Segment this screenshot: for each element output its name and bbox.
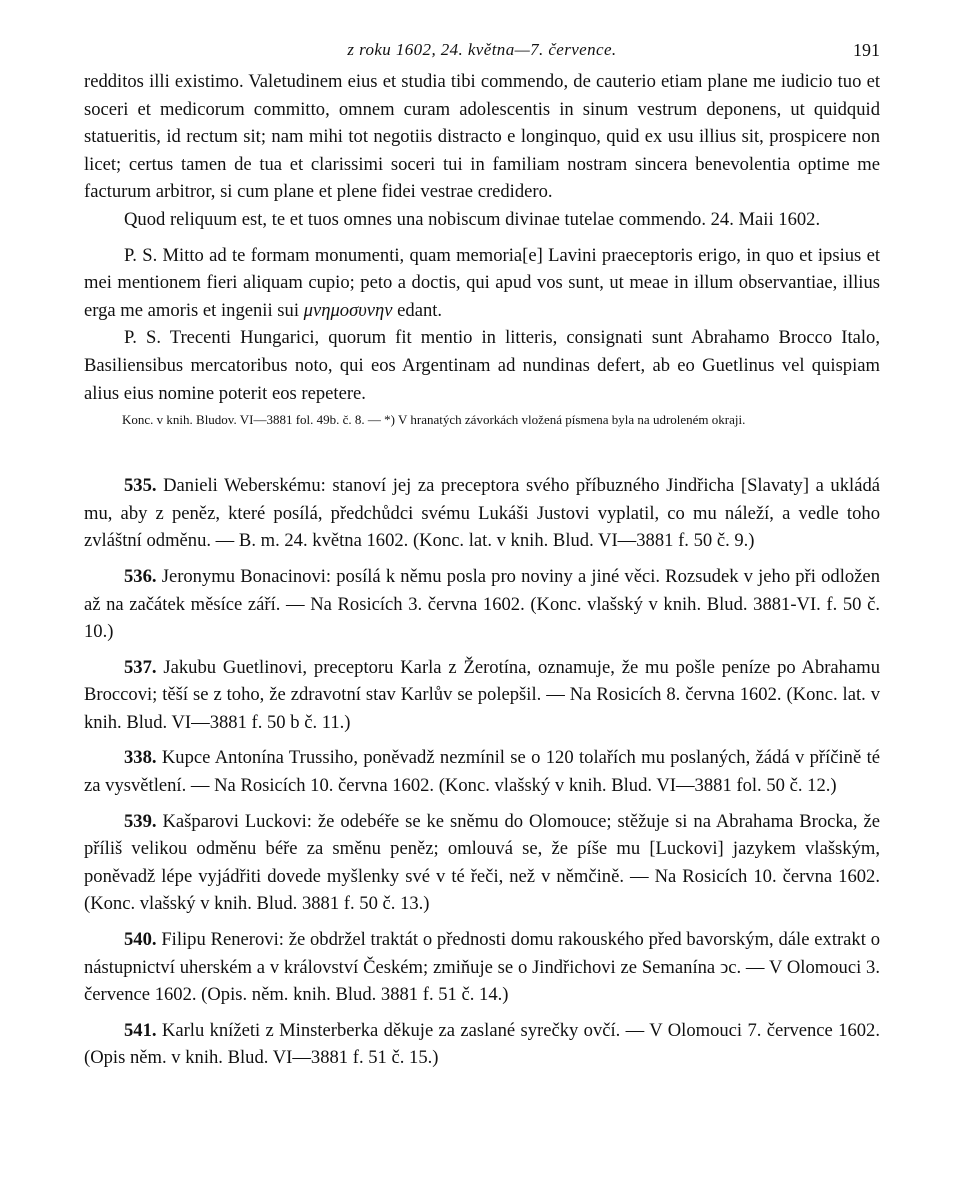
running-title: z roku 1602, 24. května—7. července. [347,40,617,59]
entry-number: 338. [124,747,157,769]
greek-word: μνημοσυνην [303,299,393,321]
entry-text: Karlu knížeti z Minsterberka děkuje za zaslané syrečky ovčí. — V Olomouci 7. července 1602. (Opis něm. v knih. Blud. VI—3881 f. 51 č. 15.) [84,1019,880,1069]
entry-540 [84,926,880,1009]
entry-text: Jakubu Guetlinovi, preceptoru Karla z Žerotína, oznamuje, že mu pošle peníze po Abrahamu Broccovi; těší se z toho, že zdravotní stav Karlův se polepšil. — Na Rosicích 8. června 1602. (Konc. lat. v knih. Blud. VI—3881 f. 50 b č. 11.) [84,656,880,733]
entry-536 [84,563,880,646]
entry-text: Danieli Weberskému: stanoví jej za preceptora svého příbuzného Jindřicha [Slavaty] a ukládá mu, aby z peněz, které posílá, předchůdci svému Lukáši Justovi vyplatil, co mu náleží, a vedle toho zvláštní odměnu. — B. m. 24. května 1602. (Konc. lat. v knih. Blud. VI—3881 f. 50 č. 9.) [84,475,880,552]
entry-539 [84,808,880,918]
entry-number: 536. [124,565,157,587]
document-page [84,38,880,1072]
latin-paragraph-2: Quod reliquum est, te et tuos omnes una nobiscum divinae tutelae commendo. 24. Maii 1602. [124,208,821,230]
latin-paragraph-1: redditos illi existimo. Valetudinem eius et studia tibi commendo, de cauterio etiam plane me iudicio tuo et soceri et medicorum committo, omnem curam adolescentis in sinum vestrum deponens, ut quidquid statueritis, id rectum sit; nam mihi tot negotiis distracto e longinquo, quid ex usu illius sit, prospicere non licet; certus tamen de tua et clarissimi soceri tui in familiam nostram sincera benevolentia optime me facturum arbitror, si cum plane et plene fidei vestrae credidero. [84,71,880,203]
entry-535 [84,472,880,555]
entry-number: 540. [124,929,157,951]
entry-text: Filipu Renerovi: že obdržel traktát o přednosti domu rakouského před bavorským, dále extrakt o nástupnictví uherském a v království Českém; zmiňuje se o Jindřichovi ze Semanína ↄc. — V Olomouci 3. července 1602. (Opis. něm. knih. Blud. 3881 f. 51 č. 14.) [84,929,880,1006]
postscript-1-end: edant. [392,299,443,321]
entry-number: 535. [124,475,157,497]
entry-541 [84,1017,880,1072]
entry-number: 541. [124,1019,157,1041]
postscript-1-text: P. S. Mitto ad te formam monumenti, quam memoria[e] Lavini praeceptoris erigo, in quo et ipsius et mei mentionem fieri aliquam cupio; peto a doctis, qui apud vos sunt, ut meae in illum observantiae, illius erga me amoris et ingenii sui [84,244,880,321]
entry-text: Kašparovi Luckovi: že odebéře se ke sněmu do Olomouce; stěžuje si na Abrahama Brocka, že příliš velikou odměnu béře za směnu peněz; omlouvá se, že píše mu [Luckovi] jazykem vlašským, poněvadž lépe vyjádřiti dovede myšlenky své v té řeči, než v němčině. — Na Rosicích 10. června 1602. (Konc. vlašský v knih. Blud. 3881 f. 50 č. 13.) [84,810,880,915]
entry-538 [84,744,880,799]
entry-text: Kupce Antonína Trussiho, poněvadž nezmínil se o 120 tolařích mu poslaných, žádá v příčině té za vysvětlení. — Na Rosicích 10. června 1602. (Konc. vlašský v knih. Blud. VI—3881 fol. 50 č. 12.) [84,747,880,797]
entry-text: Jeronymu Bonacinovi: posílá k němu posla pro noviny a jiné věci. Rozsudek v jeho při odložen až na začátek měsíce září. — Na Rosicích 3. června 1602. (Konc. vlašský v knih. Blud. 3881-VI. f. 50 č. 10.) [84,565,880,643]
latin-postscript-2: P. S. Trecenti Hungarici, quorum fit mentio in litteris, consignati sunt Abrahamo Brocco Italo, Basiliensibus mercatoribus noto, qui eos Argentinam ad nundinas defert, ab eo Guetlinus vel quispiam alius eius nomine poterit eos repetere. [84,327,880,404]
footnote [84,411,880,428]
footnote-text: Konc. v knih. Bludov. VI—3881 fol. 49b. č. 8. — *) V hranatých závorkách vložená písmena byla na udroleném okraji. [122,412,746,428]
latin-postscript-1 [84,242,880,325]
entry-number: 539. [124,810,157,832]
entry-number: 537. [124,656,157,678]
page-number: 191 [853,40,880,60]
entry-537 [84,654,880,737]
page-header [84,38,880,68]
